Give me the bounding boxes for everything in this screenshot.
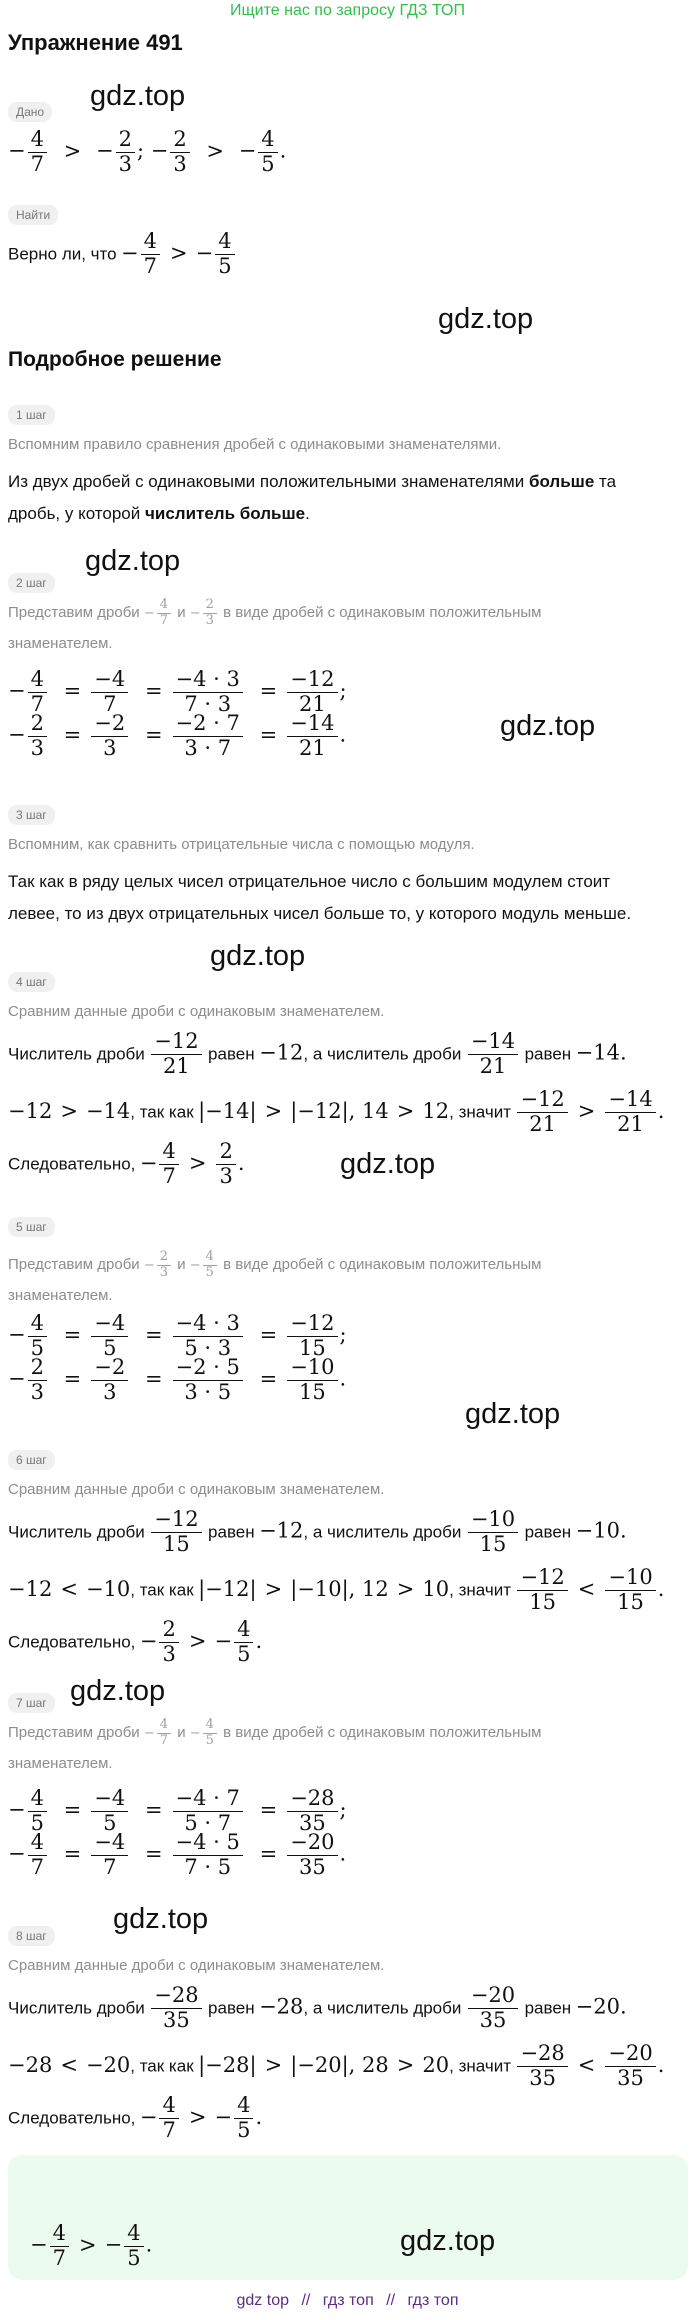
step-hint: Сравним данные дроби с одинаковым знаменателем.: [8, 1003, 385, 1020]
footer-link[interactable]: gdz top: [236, 2292, 289, 2309]
watermark: gdz.top: [90, 80, 186, 112]
step-hint: Вспомним правило сравнения дробей с одинаковыми знаменателями.: [8, 436, 502, 453]
answer-expression: − $\frac{4}{7}$ > − $\frac{4}{5}$ .: [30, 2221, 153, 2270]
numerator-comparison: Числитель дроби $\frac{-28}{35}$ равен −28, а числитель дроби $\frac{-20}{35}$ равен −20.: [8, 1983, 627, 2032]
page-title: Упражнение 491: [8, 30, 183, 55]
conclusion: Следовательно, − $\frac{2}{3}$ > − $\frac{4}{5}$ .: [8, 1617, 263, 1666]
given-badge: Дано: [8, 102, 52, 122]
step-hint: Сравним данные дроби с одинаковым знаменателем.: [8, 1957, 385, 1974]
watermark: gdz.top: [340, 1148, 436, 1180]
footer-link[interactable]: гдз топ: [407, 2292, 459, 2309]
watermark: gdz.top: [113, 1903, 209, 1935]
given-expression: − $\frac{4}{7}$ > − $\frac{2}{3}$ ; − $\frac{2}{3}$ > − $\frac{4}{5}$ .: [8, 127, 287, 176]
rule-text: Так как в ряду целых чисел отрицательное число с большим модулем стоит левее, то из двух отрицательных чисел больше то, у которого модуль меньше.: [8, 872, 632, 923]
footer-separator: //: [386, 2292, 396, 2309]
find-badge: Найти: [8, 205, 58, 225]
solution-heading: Подробное решение: [8, 348, 222, 371]
footer-link[interactable]: гдз топ: [322, 2292, 374, 2309]
step-hint: Сравним данные дроби с одинаковым знаменателем.: [8, 1481, 385, 1498]
step-badge: 1 шаг: [8, 405, 55, 425]
conversion-equation: − $\frac{4}{7}$ = $\frac{-4}{7}$ = $\frac{-4 \cdot 5}{7 \cdot 5}$ = $\frac{-20}{35}$ .: [8, 1830, 347, 1879]
modulus-comparison: −28 < −20, так как |−28| > |−20|, 28 > 20, значит $\frac{-28}{35}$ < $\frac{-20}{35}$ .: [8, 2041, 665, 2090]
conclusion: Следовательно, − $\frac{4}{7}$ > − $\frac{4}{5}$ .: [8, 2093, 263, 2142]
find-question: Верно ли, что − $\frac{4}{7}$ > − $\frac{4}{5}$: [8, 230, 237, 278]
step-badge: 6 шаг: [8, 1450, 55, 1470]
watermark: gdz.top: [210, 940, 306, 972]
watermark: gdz.top: [70, 1675, 166, 1707]
conversion-equation: − $\frac{4}{5}$ = $\frac{-4}{5}$ = $\frac{-4 \cdot 3}{5 \cdot 3}$ = $\frac{-12}{15}$ ;: [8, 1311, 347, 1360]
footer-links: [0, 2292, 695, 2310]
conversion-equation: − $\frac{4}{7}$ = $\frac{-4}{7}$ = $\frac{-4 \cdot 3}{7 \cdot 3}$ = $\frac{-12}{21}$ ;: [8, 667, 347, 716]
numerator-comparison: Числитель дроби $\frac{-12}{15}$ равен −12, а числитель дроби $\frac{-10}{15}$ равен −10.: [8, 1507, 627, 1556]
modulus-comparison: −12 < −10, так как |−12| > |−10|, 12 > 10, значит $\frac{-12}{15}$ < $\frac{-10}{15}$ .: [8, 1565, 665, 1614]
watermark: gdz.top: [438, 303, 534, 335]
watermark: gdz.top: [500, 710, 596, 742]
step-badge: 8 шаг: [8, 1926, 55, 1946]
step-badge: 3 шаг: [8, 805, 55, 825]
conversion-equation: − $\frac{2}{3}$ = $\frac{-2}{3}$ = $\frac{-2 \cdot 7}{3 \cdot 7}$ = $\frac{-14}{21}$ .: [8, 711, 347, 760]
step-badge: 5 шаг: [8, 1217, 55, 1237]
conversion-equation: − $\frac{2}{3}$ = $\frac{-2}{3}$ = $\frac{-2 \cdot 5}{3 \cdot 5}$ = $\frac{-10}{15}$ .: [8, 1355, 347, 1404]
rule-text: Из двух дробей с одинаковыми положительными знаменателями больше та дробь, у которой числитель больше.: [8, 472, 617, 523]
step-hint: Вспомним, как сравнить отрицательные числа с помощью модуля.: [8, 836, 475, 853]
step-hint: Представим дроби − $\frac{4}{7}$ и − $\frac{4}{5}$ в виде дробей с одинаковым положительным знаменателем.: [8, 1717, 542, 1772]
watermark: gdz.top: [85, 545, 181, 577]
step-badge: 7 шаг: [8, 1693, 55, 1713]
numerator-comparison: Числитель дроби $\frac{-12}{21}$ равен −12, а числитель дроби $\frac{-14}{21}$ равен −14.: [8, 1029, 627, 1078]
watermark: gdz.top: [465, 1398, 561, 1430]
conclusion: Следовательно, − $\frac{4}{7}$ > $\frac{2}{3}$ .: [8, 1139, 245, 1188]
step-badge: 4 шаг: [8, 972, 55, 992]
step-badge: 2 шаг: [8, 573, 55, 593]
modulus-comparison: −12 > −14, так как |−14| > |−12|, 14 > 12, значит $\frac{-12}{21}$ > $\frac{-14}{21}$ .: [8, 1087, 665, 1136]
step-hint: Представим дроби − $\frac{4}{7}$ и − $\frac{2}{3}$ в виде дробей с одинаковым положительным знаменателем.: [8, 597, 542, 652]
conversion-equation: − $\frac{4}{5}$ = $\frac{-4}{5}$ = $\frac{-4 \cdot 7}{5 \cdot 7}$ = $\frac{-28}{35}$ ;: [8, 1786, 347, 1835]
top-search-link[interactable]: Ищите нас по запросу ГДЗ ТОП: [230, 2, 465, 19]
watermark: gdz.top: [400, 2225, 496, 2257]
step-hint: Представим дроби − $\frac{2}{3}$ и − $\frac{4}{5}$ в виде дробей с одинаковым положительным знаменателем.: [8, 1249, 542, 1304]
footer-separator: //: [301, 2292, 311, 2309]
